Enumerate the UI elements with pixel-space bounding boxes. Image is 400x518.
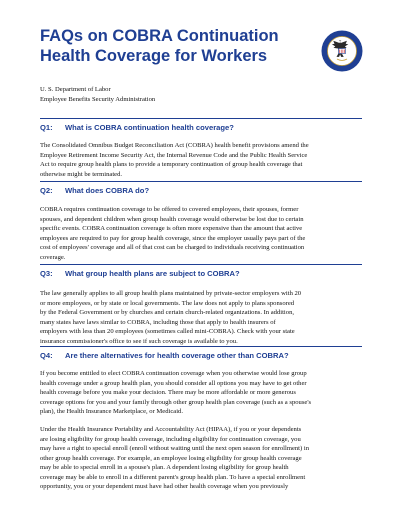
answer-paragraph bbox=[40, 369, 362, 417]
text-line: other group health coverage. For example, an employee losing eligibility for group health coverage bbox=[40, 454, 302, 462]
text-line: coverage options for you and your family through other group health plan coverage (such as a spouse's bbox=[40, 398, 312, 406]
answer-paragraph bbox=[40, 289, 362, 346]
agency-office: Employee Benefits Security Administration bbox=[40, 96, 156, 103]
title-line-1: FAQs on COBRA Continuation bbox=[40, 27, 279, 45]
section-divider bbox=[40, 264, 362, 265]
text-line: cost of employees' coverage and all of that cost can be charged to individuals receiving continuation bbox=[40, 244, 305, 251]
text-line: Employee Retirement Income Security Act, the Internal Revenue Code and the Public Health Service bbox=[40, 151, 308, 159]
answer-paragraph bbox=[40, 141, 362, 179]
text-line: The law generally applies to all group health plans maintained by private-sector employers with 20 bbox=[40, 290, 302, 297]
section-divider bbox=[40, 181, 362, 182]
text-line: Under the Health Insurance Portability and Accountability Act (HIPAA), if you or your dependents bbox=[40, 426, 302, 433]
text-line: may be able to special enroll in a spouse's plan. A dependent losing eligibility for group health bbox=[40, 464, 289, 471]
question-heading bbox=[40, 269, 362, 279]
text-line: employees are required to pay for group health coverage, since the employer usually pays part of the bbox=[40, 234, 306, 242]
text-line: plan), the Health Insurance Marketplace, or Medicaid. bbox=[40, 408, 183, 415]
text-line: spouses, and dependent children when group health coverage would otherwise be lost due to certain bbox=[40, 215, 304, 223]
section-divider bbox=[40, 118, 362, 119]
question-number: Q3: bbox=[40, 269, 53, 278]
question-number: Q2: bbox=[40, 186, 53, 195]
question-heading bbox=[40, 123, 362, 133]
title-line-2: Health Coverage for Workers bbox=[40, 47, 268, 65]
question-number: Q1: bbox=[40, 123, 53, 132]
text-line: The Consolidated Omnibus Budget Reconciliation Act (COBRA) health benefit provisions amend the bbox=[40, 142, 309, 149]
text-line: coverage may be able to enroll in a different parent's group health plan. To have a special enrollment bbox=[40, 473, 306, 481]
question-number: Q4: bbox=[40, 351, 53, 360]
text-line: opportunity, you or your dependent must have had other health coverage when you previously bbox=[40, 483, 289, 490]
text-line: insurance commissioner's office to see if such coverage is available to you. bbox=[40, 337, 238, 345]
text-line: by the Federal Government or by churches and certain church-related organizations. In addition, bbox=[40, 309, 295, 316]
question-heading bbox=[40, 186, 362, 196]
section-divider bbox=[40, 346, 362, 347]
question-heading bbox=[40, 351, 362, 361]
page-title bbox=[40, 26, 330, 66]
question-text: What does COBRA do? bbox=[65, 186, 150, 195]
text-line: or more employees, or by state or local governments. The law does not apply to plans sponsored bbox=[40, 299, 295, 307]
text-line: employers with less than 20 employees (sometimes called mini-COBRA). Check with your state bbox=[40, 328, 295, 335]
answer-paragraph bbox=[40, 205, 362, 262]
text-line: health coverage under a group health plan, you should consider all options you may have to get other bbox=[40, 379, 307, 387]
text-line: health coverage before you make your decision. There may be more affordable or more generous bbox=[40, 389, 296, 396]
department-of-labor-seal bbox=[321, 30, 363, 72]
text-line: specific events. COBRA continuation coverage is often more expensive than the amount that active bbox=[40, 225, 303, 232]
question-text: Are there alternatives for health coverage other than COBRA? bbox=[65, 351, 289, 360]
text-line: Act to require group health plans to provide a temporary continuation of group health coverage that bbox=[40, 161, 303, 168]
text-line: otherwise might be terminated. bbox=[40, 170, 123, 178]
question-text: What is COBRA continuation health coverage? bbox=[65, 123, 234, 132]
text-line: are losing eligibility for group health coverage, including eligibility for continuation coverage, you bbox=[40, 435, 301, 443]
question-text: What group health plans are subject to COBRA? bbox=[65, 269, 240, 278]
text-line: many states have laws similar to COBRA, including those that apply to health insurers of bbox=[40, 318, 276, 326]
text-line: may have a right to special enroll (enroll without waiting until the next open season for enrollment) in bbox=[40, 445, 309, 452]
text-line: COBRA requires continuation coverage to be offered to covered employees, their spouses, former bbox=[40, 206, 299, 213]
agency-block bbox=[40, 85, 360, 105]
answer-paragraph bbox=[40, 425, 362, 492]
text-line: coverage. bbox=[40, 253, 66, 261]
text-line: If you become entitled to elect COBRA continuation coverage when you otherwise would lose group bbox=[40, 370, 307, 377]
agency-department: U. S. Department of Labor bbox=[40, 86, 111, 93]
